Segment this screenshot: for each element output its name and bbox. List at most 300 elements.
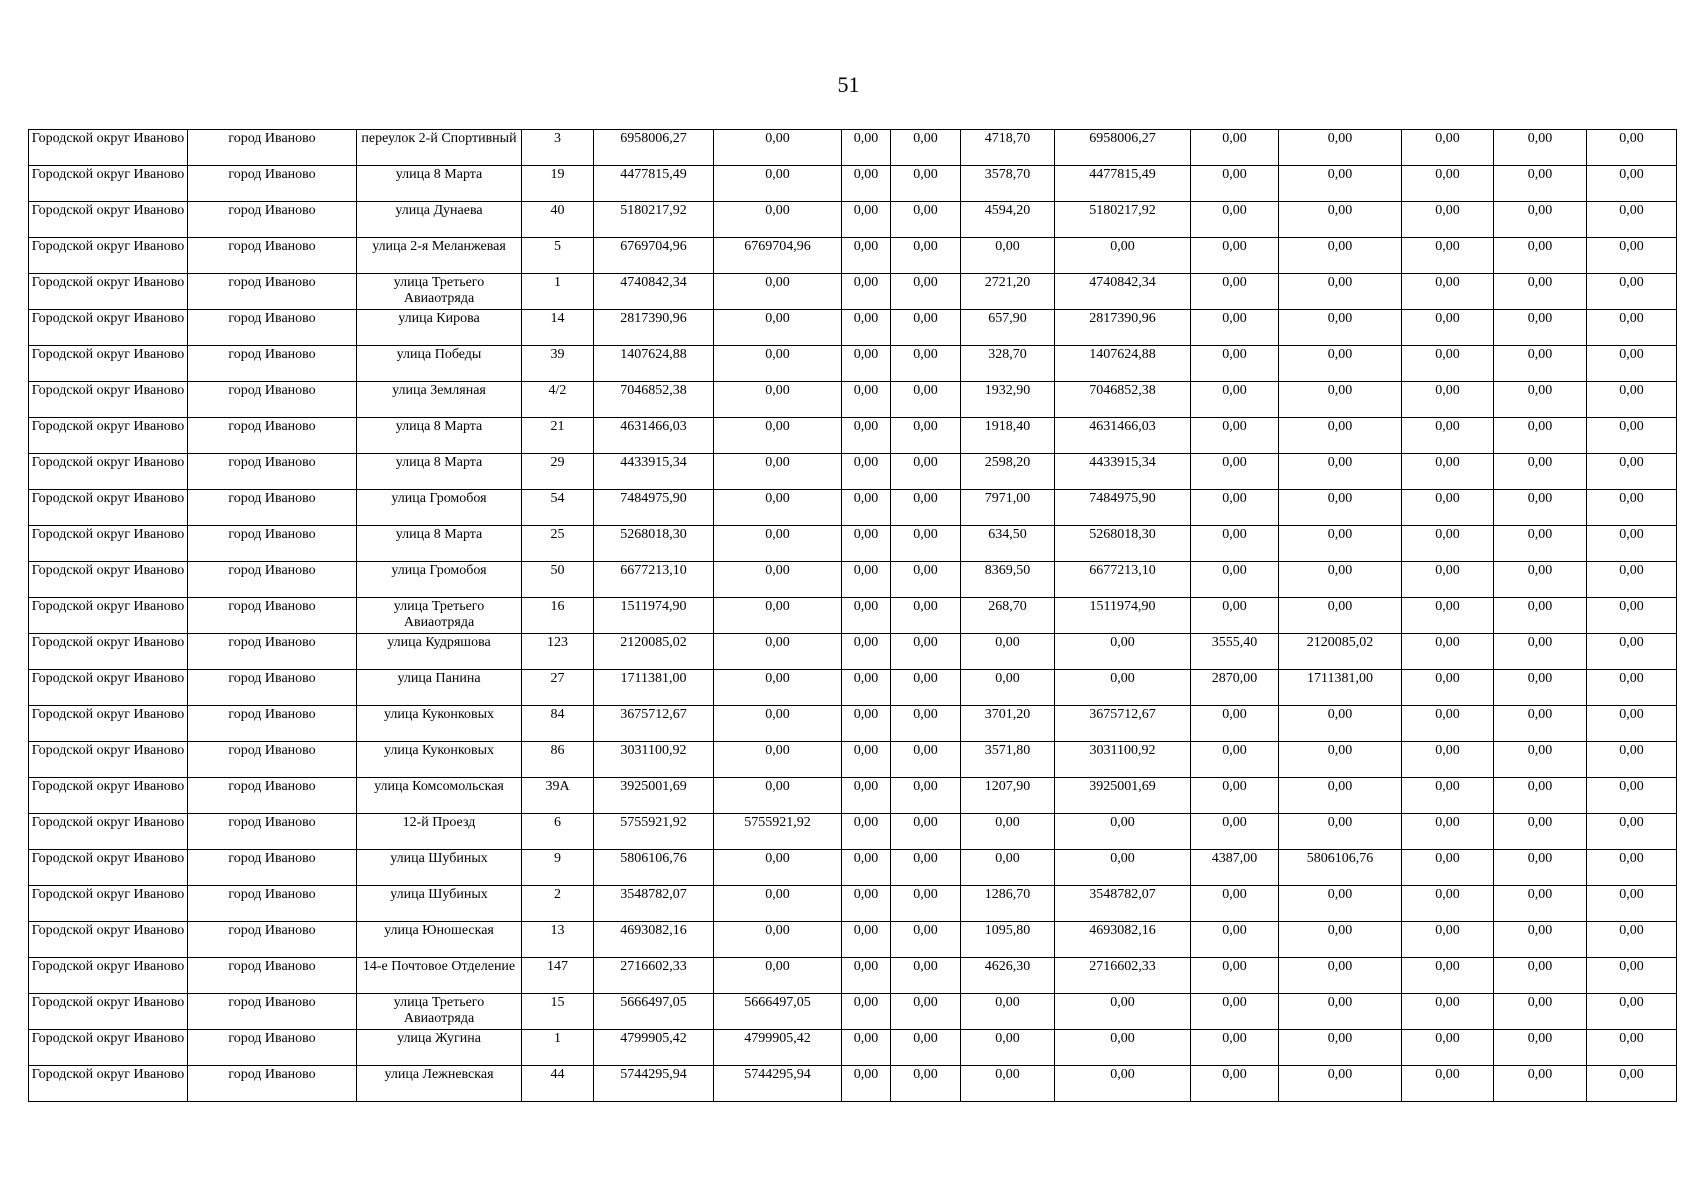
cell-total-cost: 1711381,00 <box>594 670 714 706</box>
cell-cost-col-15: 0,00 <box>1587 310 1677 346</box>
cell-area-col-11: 0,00 <box>1191 598 1279 634</box>
cell-cost-col-15: 0,00 <box>1587 418 1677 454</box>
cell-municipality: Городской округ Иваново <box>29 166 188 202</box>
cell-total-cost: 5268018,30 <box>594 526 714 562</box>
cell-cost-col-14: 0,00 <box>1494 886 1587 922</box>
cell-street: улица 8 Марта <box>357 454 522 490</box>
cell-cost-col-15: 0,00 <box>1587 1066 1677 1102</box>
cell-cost-col-15: 0,00 <box>1587 130 1677 166</box>
cell-cost-col-13: 0,00 <box>1402 202 1494 238</box>
cell-cost-col-10: 3031100,92 <box>1055 742 1191 778</box>
cell-area-col-11: 0,00 <box>1191 454 1279 490</box>
cell-cost-col-15: 0,00 <box>1587 994 1677 1030</box>
cell-cost-col-14: 0,00 <box>1494 706 1587 742</box>
cell-area-col-9: 4626,30 <box>961 958 1055 994</box>
cell-cost-col-13: 0,00 <box>1402 958 1494 994</box>
cell-street: улица Жугина <box>357 1030 522 1066</box>
cell-cost-col-15: 0,00 <box>1587 202 1677 238</box>
cell-municipality: Городской округ Иваново <box>29 562 188 598</box>
cell-cost-col-6: 0,00 <box>714 886 842 922</box>
cell-cost-col-8: 0,00 <box>891 202 961 238</box>
cell-street: улица Куконковых <box>357 742 522 778</box>
cell-area-col-11: 0,00 <box>1191 886 1279 922</box>
cell-area-col-11: 0,00 <box>1191 202 1279 238</box>
cell-cost-col-8: 0,00 <box>891 346 961 382</box>
cell-municipality: Городской округ Иваново <box>29 598 188 634</box>
cell-total-cost: 2716602,33 <box>594 958 714 994</box>
cell-total-cost: 1407624,88 <box>594 346 714 382</box>
cell-cost-col-6: 5666497,05 <box>714 994 842 1030</box>
cell-cost-col-6: 4799905,42 <box>714 1030 842 1066</box>
cell-cost-col-12: 0,00 <box>1279 1030 1402 1066</box>
cell-total-cost: 7484975,90 <box>594 490 714 526</box>
cell-cost-col-8: 0,00 <box>891 418 961 454</box>
cell-area-col-11: 2870,00 <box>1191 670 1279 706</box>
cell-cost-col-8: 0,00 <box>891 850 961 886</box>
cell-cost-col-10: 6677213,10 <box>1055 562 1191 598</box>
cell-house-number: 15 <box>522 994 594 1030</box>
table-row <box>29 562 1677 598</box>
cell-cost-col-14: 0,00 <box>1494 1030 1587 1066</box>
cell-cost-col-6: 0,00 <box>714 418 842 454</box>
cell-settlement: город Иваново <box>188 202 357 238</box>
cell-area-col-9: 2598,20 <box>961 454 1055 490</box>
cell-municipality: Городской округ Иваново <box>29 994 188 1030</box>
cell-house-number: 9 <box>522 850 594 886</box>
cell-cost-col-15: 0,00 <box>1587 526 1677 562</box>
cell-cost-col-14: 0,00 <box>1494 238 1587 274</box>
cell-municipality: Городской округ Иваново <box>29 958 188 994</box>
cell-house-number: 86 <box>522 742 594 778</box>
cell-settlement: город Иваново <box>188 742 357 778</box>
cell-municipality: Городской округ Иваново <box>29 130 188 166</box>
cell-cost-col-13: 0,00 <box>1402 382 1494 418</box>
cell-house-number: 39 <box>522 346 594 382</box>
cell-cost-col-10: 1407624,88 <box>1055 346 1191 382</box>
cell-cost-col-8: 0,00 <box>891 706 961 742</box>
cell-cost-col-10: 7484975,90 <box>1055 490 1191 526</box>
cell-settlement: город Иваново <box>188 454 357 490</box>
cell-cost-col-13: 0,00 <box>1402 526 1494 562</box>
table-row <box>29 382 1677 418</box>
cell-total-cost: 4693082,16 <box>594 922 714 958</box>
cell-municipality: Городской округ Иваново <box>29 1030 188 1066</box>
cell-cost-col-14: 0,00 <box>1494 778 1587 814</box>
cell-cost-col-6: 0,00 <box>714 598 842 634</box>
table-row <box>29 994 1677 1030</box>
cell-cost-col-10: 1511974,90 <box>1055 598 1191 634</box>
table-row <box>29 886 1677 922</box>
cell-street: улица Юношеская <box>357 922 522 958</box>
cell-total-cost: 2120085,02 <box>594 634 714 670</box>
table-row <box>29 598 1677 634</box>
cell-cost-col-8: 0,00 <box>891 166 961 202</box>
cell-cost-col-10: 6958006,27 <box>1055 130 1191 166</box>
cell-house-number: 39А <box>522 778 594 814</box>
cell-cost-col-13: 0,00 <box>1402 1066 1494 1102</box>
cell-cost-col-13: 0,00 <box>1402 886 1494 922</box>
cell-house-number: 29 <box>522 454 594 490</box>
cell-cost-col-14: 0,00 <box>1494 202 1587 238</box>
cell-total-cost: 2817390,96 <box>594 310 714 346</box>
table-row <box>29 634 1677 670</box>
cell-cost-col-15: 0,00 <box>1587 562 1677 598</box>
cell-cost-col-7: 0,00 <box>842 562 891 598</box>
cell-cost-col-8: 0,00 <box>891 130 961 166</box>
cell-settlement: город Иваново <box>188 526 357 562</box>
cell-cost-col-7: 0,00 <box>842 706 891 742</box>
cell-cost-col-14: 0,00 <box>1494 382 1587 418</box>
cell-cost-col-10: 2716602,33 <box>1055 958 1191 994</box>
cell-cost-col-7: 0,00 <box>842 274 891 310</box>
cell-area-col-11: 0,00 <box>1191 526 1279 562</box>
cell-total-cost: 5755921,92 <box>594 814 714 850</box>
cell-cost-col-15: 0,00 <box>1587 886 1677 922</box>
cell-cost-col-12: 5806106,76 <box>1279 850 1402 886</box>
cell-cost-col-14: 0,00 <box>1494 994 1587 1030</box>
cell-cost-col-15: 0,00 <box>1587 490 1677 526</box>
cell-total-cost: 5666497,05 <box>594 994 714 1030</box>
cell-cost-col-12: 0,00 <box>1279 814 1402 850</box>
cell-cost-col-14: 0,00 <box>1494 634 1587 670</box>
cell-municipality: Городской округ Иваново <box>29 850 188 886</box>
cell-street: улица 8 Марта <box>357 526 522 562</box>
cell-street: улица Третьего Авиаотряда <box>357 274 522 310</box>
cell-street: улица Кудряшова <box>357 634 522 670</box>
cell-cost-col-12: 0,00 <box>1279 778 1402 814</box>
cell-total-cost: 4631466,03 <box>594 418 714 454</box>
table-row <box>29 526 1677 562</box>
cell-settlement: город Иваново <box>188 166 357 202</box>
cell-house-number: 5 <box>522 238 594 274</box>
cell-house-number: 1 <box>522 1030 594 1066</box>
cell-cost-col-7: 0,00 <box>842 670 891 706</box>
cell-cost-col-15: 0,00 <box>1587 238 1677 274</box>
cell-cost-col-12: 0,00 <box>1279 922 1402 958</box>
cell-cost-col-13: 0,00 <box>1402 562 1494 598</box>
cell-settlement: город Иваново <box>188 130 357 166</box>
cell-house-number: 13 <box>522 922 594 958</box>
cell-cost-col-14: 0,00 <box>1494 670 1587 706</box>
cell-cost-col-6: 0,00 <box>714 526 842 562</box>
cell-cost-col-10: 0,00 <box>1055 634 1191 670</box>
cell-area-col-11: 0,00 <box>1191 706 1279 742</box>
cell-settlement: город Иваново <box>188 922 357 958</box>
cell-settlement: город Иваново <box>188 850 357 886</box>
cell-settlement: город Иваново <box>188 382 357 418</box>
cell-cost-col-7: 0,00 <box>842 346 891 382</box>
cell-cost-col-15: 0,00 <box>1587 274 1677 310</box>
cell-area-col-9: 0,00 <box>961 670 1055 706</box>
cell-cost-col-10: 5180217,92 <box>1055 202 1191 238</box>
cell-cost-col-15: 0,00 <box>1587 850 1677 886</box>
cell-municipality: Городской округ Иваново <box>29 238 188 274</box>
cell-cost-col-12: 0,00 <box>1279 526 1402 562</box>
cell-cost-col-14: 0,00 <box>1494 922 1587 958</box>
cell-cost-col-14: 0,00 <box>1494 346 1587 382</box>
cell-cost-col-6: 0,00 <box>714 166 842 202</box>
cell-cost-col-10: 0,00 <box>1055 994 1191 1030</box>
cell-cost-col-14: 0,00 <box>1494 850 1587 886</box>
cell-municipality: Городской округ Иваново <box>29 706 188 742</box>
cell-cost-col-14: 0,00 <box>1494 310 1587 346</box>
cell-settlement: город Иваново <box>188 706 357 742</box>
cell-cost-col-12: 0,00 <box>1279 274 1402 310</box>
registry-table <box>28 129 1677 1102</box>
cell-settlement: город Иваново <box>188 418 357 454</box>
cell-street: 14-е Почтовое Отделение <box>357 958 522 994</box>
cell-cost-col-12: 0,00 <box>1279 994 1402 1030</box>
cell-house-number: 40 <box>522 202 594 238</box>
cell-cost-col-13: 0,00 <box>1402 454 1494 490</box>
table-row <box>29 706 1677 742</box>
cell-street: улица Панина <box>357 670 522 706</box>
cell-total-cost: 6958006,27 <box>594 130 714 166</box>
cell-settlement: город Иваново <box>188 274 357 310</box>
cell-street: улица Дунаева <box>357 202 522 238</box>
cell-municipality: Городской округ Иваново <box>29 382 188 418</box>
cell-street: улица Земляная <box>357 382 522 418</box>
cell-cost-col-10: 0,00 <box>1055 1066 1191 1102</box>
cell-cost-col-12: 0,00 <box>1279 418 1402 454</box>
cell-area-col-11: 0,00 <box>1191 382 1279 418</box>
cell-cost-col-12: 0,00 <box>1279 490 1402 526</box>
cell-area-col-11: 0,00 <box>1191 346 1279 382</box>
table-row <box>29 490 1677 526</box>
cell-area-col-9: 3578,70 <box>961 166 1055 202</box>
cell-area-col-11: 0,00 <box>1191 418 1279 454</box>
cell-total-cost: 4433915,34 <box>594 454 714 490</box>
cell-cost-col-6: 5744295,94 <box>714 1066 842 1102</box>
cell-cost-col-13: 0,00 <box>1402 418 1494 454</box>
table-row <box>29 742 1677 778</box>
cell-cost-col-6: 0,00 <box>714 490 842 526</box>
cell-cost-col-13: 0,00 <box>1402 922 1494 958</box>
cell-area-col-9: 0,00 <box>961 238 1055 274</box>
cell-area-col-9: 1095,80 <box>961 922 1055 958</box>
cell-cost-col-8: 0,00 <box>891 958 961 994</box>
cell-area-col-11: 0,00 <box>1191 490 1279 526</box>
cell-area-col-11: 0,00 <box>1191 562 1279 598</box>
cell-cost-col-10: 4740842,34 <box>1055 274 1191 310</box>
cell-cost-col-8: 0,00 <box>891 382 961 418</box>
cell-house-number: 44 <box>522 1066 594 1102</box>
cell-street: улица Громобоя <box>357 490 522 526</box>
table-row <box>29 310 1677 346</box>
cell-area-col-9: 268,70 <box>961 598 1055 634</box>
cell-cost-col-12: 0,00 <box>1279 706 1402 742</box>
cell-cost-col-7: 0,00 <box>842 418 891 454</box>
table-row <box>29 202 1677 238</box>
cell-street: улица Шубиных <box>357 886 522 922</box>
cell-cost-col-10: 3548782,07 <box>1055 886 1191 922</box>
cell-total-cost: 6769704,96 <box>594 238 714 274</box>
cell-house-number: 1 <box>522 274 594 310</box>
cell-cost-col-10: 3675712,67 <box>1055 706 1191 742</box>
cell-cost-col-12: 0,00 <box>1279 382 1402 418</box>
cell-cost-col-12: 0,00 <box>1279 310 1402 346</box>
cell-street: улица Кирова <box>357 310 522 346</box>
cell-total-cost: 1511974,90 <box>594 598 714 634</box>
cell-cost-col-15: 0,00 <box>1587 634 1677 670</box>
cell-house-number: 147 <box>522 958 594 994</box>
cell-street: улица 8 Марта <box>357 418 522 454</box>
cell-cost-col-10: 0,00 <box>1055 1030 1191 1066</box>
cell-area-col-11: 0,00 <box>1191 1066 1279 1102</box>
cell-cost-col-15: 0,00 <box>1587 1030 1677 1066</box>
cell-area-col-11: 0,00 <box>1191 274 1279 310</box>
table-row <box>29 274 1677 310</box>
cell-cost-col-7: 0,00 <box>842 238 891 274</box>
cell-total-cost: 5806106,76 <box>594 850 714 886</box>
cell-settlement: город Иваново <box>188 778 357 814</box>
cell-cost-col-7: 0,00 <box>842 130 891 166</box>
cell-cost-col-10: 0,00 <box>1055 850 1191 886</box>
cell-total-cost: 4799905,42 <box>594 1030 714 1066</box>
cell-total-cost: 5180217,92 <box>594 202 714 238</box>
cell-cost-col-14: 0,00 <box>1494 814 1587 850</box>
cell-area-col-9: 4594,20 <box>961 202 1055 238</box>
cell-cost-col-6: 0,00 <box>714 958 842 994</box>
cell-cost-col-13: 0,00 <box>1402 742 1494 778</box>
cell-municipality: Городской округ Иваново <box>29 346 188 382</box>
cell-cost-col-6: 0,00 <box>714 850 842 886</box>
cell-cost-col-7: 0,00 <box>842 778 891 814</box>
cell-cost-col-10: 4477815,49 <box>1055 166 1191 202</box>
cell-cost-col-14: 0,00 <box>1494 490 1587 526</box>
cell-municipality: Городской округ Иваново <box>29 418 188 454</box>
cell-street: улица Третьего Авиаотряда <box>357 598 522 634</box>
cell-total-cost: 5744295,94 <box>594 1066 714 1102</box>
cell-street: улица 8 Марта <box>357 166 522 202</box>
cell-street: улица Победы <box>357 346 522 382</box>
cell-cost-col-13: 0,00 <box>1402 346 1494 382</box>
cell-municipality: Городской округ Иваново <box>29 274 188 310</box>
table-row <box>29 130 1677 166</box>
cell-cost-col-15: 0,00 <box>1587 454 1677 490</box>
table-row <box>29 418 1677 454</box>
cell-house-number: 54 <box>522 490 594 526</box>
cell-area-col-11: 4387,00 <box>1191 850 1279 886</box>
cell-cost-col-12: 0,00 <box>1279 1066 1402 1102</box>
cell-cost-col-7: 0,00 <box>842 994 891 1030</box>
cell-municipality: Городской округ Иваново <box>29 886 188 922</box>
cell-area-col-9: 1918,40 <box>961 418 1055 454</box>
cell-cost-col-14: 0,00 <box>1494 526 1587 562</box>
cell-cost-col-7: 0,00 <box>842 202 891 238</box>
cell-cost-col-7: 0,00 <box>842 1030 891 1066</box>
cell-settlement: город Иваново <box>188 634 357 670</box>
cell-street: переулок 2-й Спортивный <box>357 130 522 166</box>
cell-house-number: 14 <box>522 310 594 346</box>
cell-area-col-9: 4718,70 <box>961 130 1055 166</box>
cell-total-cost: 6677213,10 <box>594 562 714 598</box>
cell-municipality: Городской округ Иваново <box>29 634 188 670</box>
cell-cost-col-12: 0,00 <box>1279 598 1402 634</box>
cell-settlement: город Иваново <box>188 1066 357 1102</box>
cell-street: улица Куконковых <box>357 706 522 742</box>
cell-house-number: 16 <box>522 598 594 634</box>
cell-cost-col-14: 0,00 <box>1494 454 1587 490</box>
cell-cost-col-14: 0,00 <box>1494 1066 1587 1102</box>
cell-area-col-11: 0,00 <box>1191 166 1279 202</box>
cell-area-col-9: 1932,90 <box>961 382 1055 418</box>
cell-cost-col-12: 0,00 <box>1279 454 1402 490</box>
cell-cost-col-14: 0,00 <box>1494 130 1587 166</box>
cell-cost-col-14: 0,00 <box>1494 418 1587 454</box>
cell-cost-col-12: 0,00 <box>1279 202 1402 238</box>
cell-cost-col-7: 0,00 <box>842 922 891 958</box>
cell-area-col-11: 3555,40 <box>1191 634 1279 670</box>
cell-house-number: 6 <box>522 814 594 850</box>
cell-area-col-9: 1207,90 <box>961 778 1055 814</box>
cell-street: улица Третьего Авиаотряда <box>357 994 522 1030</box>
cell-cost-col-12: 0,00 <box>1279 238 1402 274</box>
cell-cost-col-7: 0,00 <box>842 814 891 850</box>
cell-cost-col-13: 0,00 <box>1402 814 1494 850</box>
cell-cost-col-10: 0,00 <box>1055 238 1191 274</box>
cell-cost-col-6: 5755921,92 <box>714 814 842 850</box>
cell-cost-col-6: 0,00 <box>714 382 842 418</box>
cell-area-col-9: 3701,20 <box>961 706 1055 742</box>
cell-area-col-9: 2721,20 <box>961 274 1055 310</box>
cell-area-col-9: 3571,80 <box>961 742 1055 778</box>
cell-total-cost: 3675712,67 <box>594 706 714 742</box>
cell-house-number: 25 <box>522 526 594 562</box>
cell-total-cost: 3925001,69 <box>594 778 714 814</box>
cell-street: улица 2-я Меланжевая <box>357 238 522 274</box>
cell-area-col-9: 0,00 <box>961 850 1055 886</box>
cell-municipality: Городской округ Иваново <box>29 778 188 814</box>
table-row <box>29 850 1677 886</box>
cell-cost-col-10: 3925001,69 <box>1055 778 1191 814</box>
cell-cost-col-10: 0,00 <box>1055 814 1191 850</box>
cell-cost-col-6: 0,00 <box>714 742 842 778</box>
cell-cost-col-14: 0,00 <box>1494 742 1587 778</box>
cell-house-number: 21 <box>522 418 594 454</box>
cell-cost-col-12: 0,00 <box>1279 130 1402 166</box>
cell-cost-col-6: 0,00 <box>714 778 842 814</box>
cell-cost-col-7: 0,00 <box>842 454 891 490</box>
cell-settlement: город Иваново <box>188 886 357 922</box>
cell-cost-col-7: 0,00 <box>842 490 891 526</box>
cell-cost-col-12: 0,00 <box>1279 346 1402 382</box>
cell-cost-col-12: 0,00 <box>1279 886 1402 922</box>
cell-cost-col-10: 2817390,96 <box>1055 310 1191 346</box>
cell-cost-col-13: 0,00 <box>1402 238 1494 274</box>
cell-cost-col-13: 0,00 <box>1402 1030 1494 1066</box>
cell-house-number: 27 <box>522 670 594 706</box>
cell-cost-col-6: 0,00 <box>714 706 842 742</box>
cell-cost-col-8: 0,00 <box>891 778 961 814</box>
cell-settlement: город Иваново <box>188 1030 357 1066</box>
cell-cost-col-12: 0,00 <box>1279 742 1402 778</box>
cell-area-col-9: 7971,00 <box>961 490 1055 526</box>
cell-area-col-9: 0,00 <box>961 994 1055 1030</box>
cell-house-number: 123 <box>522 634 594 670</box>
cell-settlement: город Иваново <box>188 490 357 526</box>
cell-municipality: Городской округ Иваново <box>29 814 188 850</box>
cell-area-col-11: 0,00 <box>1191 238 1279 274</box>
cell-municipality: Городской округ Иваново <box>29 526 188 562</box>
cell-cost-col-7: 0,00 <box>842 1066 891 1102</box>
cell-cost-col-7: 0,00 <box>842 634 891 670</box>
cell-cost-col-8: 0,00 <box>891 886 961 922</box>
cell-cost-col-10: 7046852,38 <box>1055 382 1191 418</box>
cell-cost-col-14: 0,00 <box>1494 598 1587 634</box>
cell-street: улица Громобоя <box>357 562 522 598</box>
cell-cost-col-8: 0,00 <box>891 634 961 670</box>
